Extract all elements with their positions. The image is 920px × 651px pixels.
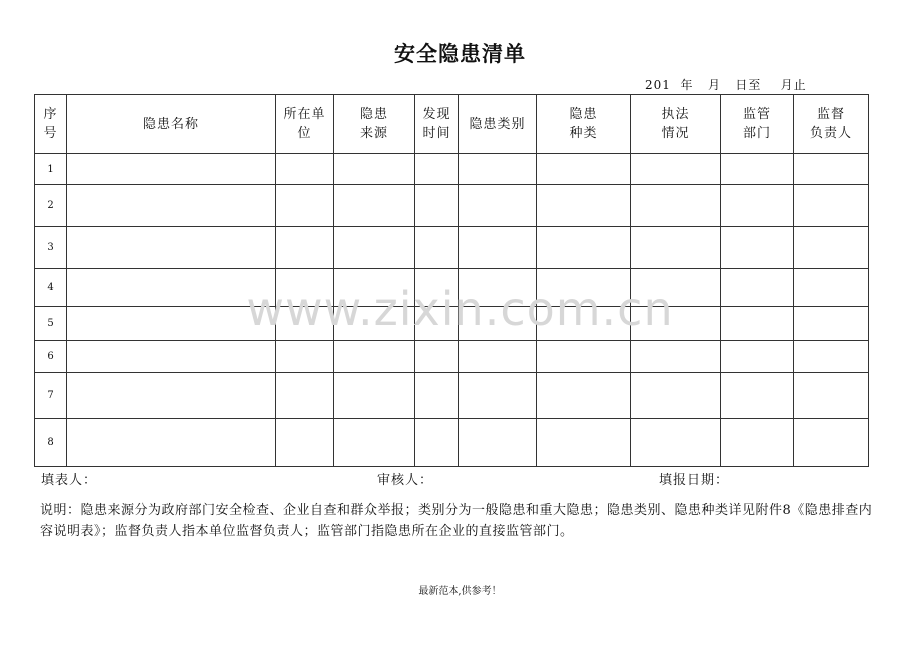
cell-source[interactable] <box>334 227 415 269</box>
cell-time[interactable] <box>415 154 459 185</box>
cell-supervisor[interactable] <box>794 419 869 467</box>
row-number: 6 <box>35 341 67 373</box>
header-enforcement-status: 执法 情况 <box>631 95 721 154</box>
cell-department[interactable] <box>721 307 794 341</box>
hazard-table <box>34 94 869 467</box>
cell-time[interactable] <box>415 227 459 269</box>
header-supervisor: 监督 负责人 <box>794 95 869 154</box>
cell-type[interactable] <box>537 269 631 307</box>
cell-supervisor[interactable] <box>794 307 869 341</box>
header-hazard-name: 隐患名称 <box>67 95 276 154</box>
cell-department[interactable] <box>721 419 794 467</box>
cell-type[interactable] <box>537 341 631 373</box>
cell-time[interactable] <box>415 373 459 419</box>
row-number: 1 <box>35 154 67 185</box>
watermark: www.zixin.com.cn <box>246 282 674 336</box>
cell-type[interactable] <box>537 154 631 185</box>
header-discovery-time: 发现 时间 <box>415 95 459 154</box>
cell-source[interactable] <box>334 154 415 185</box>
cell-hazard-name[interactable] <box>67 419 276 467</box>
cell-unit[interactable] <box>276 227 334 269</box>
cell-enforcement[interactable] <box>631 341 721 373</box>
cell-enforcement[interactable] <box>631 307 721 341</box>
cell-supervisor[interactable] <box>794 185 869 227</box>
cell-department[interactable] <box>721 185 794 227</box>
cell-category[interactable] <box>459 154 537 185</box>
cell-department[interactable] <box>721 154 794 185</box>
header-regulatory-department: 监管 部门 <box>721 95 794 154</box>
cell-unit[interactable] <box>276 269 334 307</box>
cell-hazard-name[interactable] <box>67 185 276 227</box>
cell-hazard-name[interactable] <box>67 269 276 307</box>
cell-enforcement[interactable] <box>631 419 721 467</box>
cell-department[interactable] <box>721 373 794 419</box>
filler-signature-label: 填表人： <box>41 473 98 488</box>
table-row <box>35 419 869 467</box>
row-number: 3 <box>35 227 67 269</box>
document-title: 安全隐患清单 <box>394 42 526 66</box>
cell-enforcement[interactable] <box>631 269 721 307</box>
cell-supervisor[interactable] <box>794 154 869 185</box>
cell-source[interactable] <box>334 341 415 373</box>
cell-type[interactable] <box>537 227 631 269</box>
cell-department[interactable] <box>721 227 794 269</box>
cell-supervisor[interactable] <box>794 269 869 307</box>
table-row <box>35 185 869 227</box>
cell-source[interactable] <box>334 307 415 341</box>
cell-category[interactable] <box>459 373 537 419</box>
header-hazard-type: 隐患 种类 <box>537 95 631 154</box>
header-serial-number: 序 号 <box>35 95 67 154</box>
table-header-row <box>35 95 869 154</box>
row-number: 4 <box>35 269 67 307</box>
cell-supervisor[interactable] <box>794 373 869 419</box>
table-row <box>35 307 869 341</box>
table-row <box>35 154 869 185</box>
cell-time[interactable] <box>415 341 459 373</box>
row-number: 2 <box>35 185 67 227</box>
cell-category[interactable] <box>459 307 537 341</box>
table-row <box>35 373 869 419</box>
cell-time[interactable] <box>415 307 459 341</box>
cell-hazard-name[interactable] <box>67 154 276 185</box>
row-number: 7 <box>35 373 67 419</box>
cell-category[interactable] <box>459 185 537 227</box>
page-footer: 最新范本,供参考！ <box>418 586 502 597</box>
cell-source[interactable] <box>334 269 415 307</box>
cell-unit[interactable] <box>276 185 334 227</box>
header-hazard-category: 隐患类别 <box>459 95 537 154</box>
cell-category[interactable] <box>459 419 537 467</box>
cell-department[interactable] <box>721 269 794 307</box>
header-hazard-source: 隐患 来源 <box>334 95 415 154</box>
cell-unit[interactable] <box>276 307 334 341</box>
cell-source[interactable] <box>334 185 415 227</box>
cell-unit[interactable] <box>276 419 334 467</box>
report-date-label: 填报日期： <box>659 473 730 488</box>
cell-supervisor[interactable] <box>794 341 869 373</box>
cell-unit[interactable] <box>276 341 334 373</box>
cell-type[interactable] <box>537 419 631 467</box>
cell-source[interactable] <box>334 419 415 467</box>
cell-enforcement[interactable] <box>631 227 721 269</box>
row-number: 8 <box>35 419 67 467</box>
cell-category[interactable] <box>459 269 537 307</box>
cell-type[interactable] <box>537 185 631 227</box>
cell-department[interactable] <box>721 341 794 373</box>
cell-supervisor[interactable] <box>794 227 869 269</box>
report-period: 201 年 月 日至 月止 <box>645 78 807 92</box>
cell-hazard-name[interactable] <box>67 227 276 269</box>
cell-source[interactable] <box>334 373 415 419</box>
explanation-note: 说明：隐患来源分为政府部门安全检查、企业自查和群众举报；类别分为一般隐患和重大隐患；隐患类别、隐患种类详见附件8《隐患排查内容说明表》；监督负责人指本单位监督负责人；监管部门指隐患所在企业的直接监管部门。 <box>40 503 873 539</box>
cell-category[interactable] <box>459 227 537 269</box>
cell-unit[interactable] <box>276 373 334 419</box>
cell-type[interactable] <box>537 373 631 419</box>
cell-enforcement[interactable] <box>631 154 721 185</box>
header-unit: 所在单 位 <box>276 95 334 154</box>
cell-time[interactable] <box>415 269 459 307</box>
cell-time[interactable] <box>415 419 459 467</box>
table-row <box>35 227 869 269</box>
cell-hazard-name[interactable] <box>67 307 276 341</box>
cell-unit[interactable] <box>276 154 334 185</box>
cell-hazard-name[interactable] <box>67 373 276 419</box>
cell-type[interactable] <box>537 307 631 341</box>
cell-time[interactable] <box>415 185 459 227</box>
cell-enforcement[interactable] <box>631 185 721 227</box>
table-row <box>35 269 869 307</box>
cell-hazard-name[interactable] <box>67 341 276 373</box>
reviewer-signature-label: 审核人： <box>377 473 434 488</box>
cell-enforcement[interactable] <box>631 373 721 419</box>
cell-category[interactable] <box>459 341 537 373</box>
table-row <box>35 341 869 373</box>
row-number: 5 <box>35 307 67 341</box>
